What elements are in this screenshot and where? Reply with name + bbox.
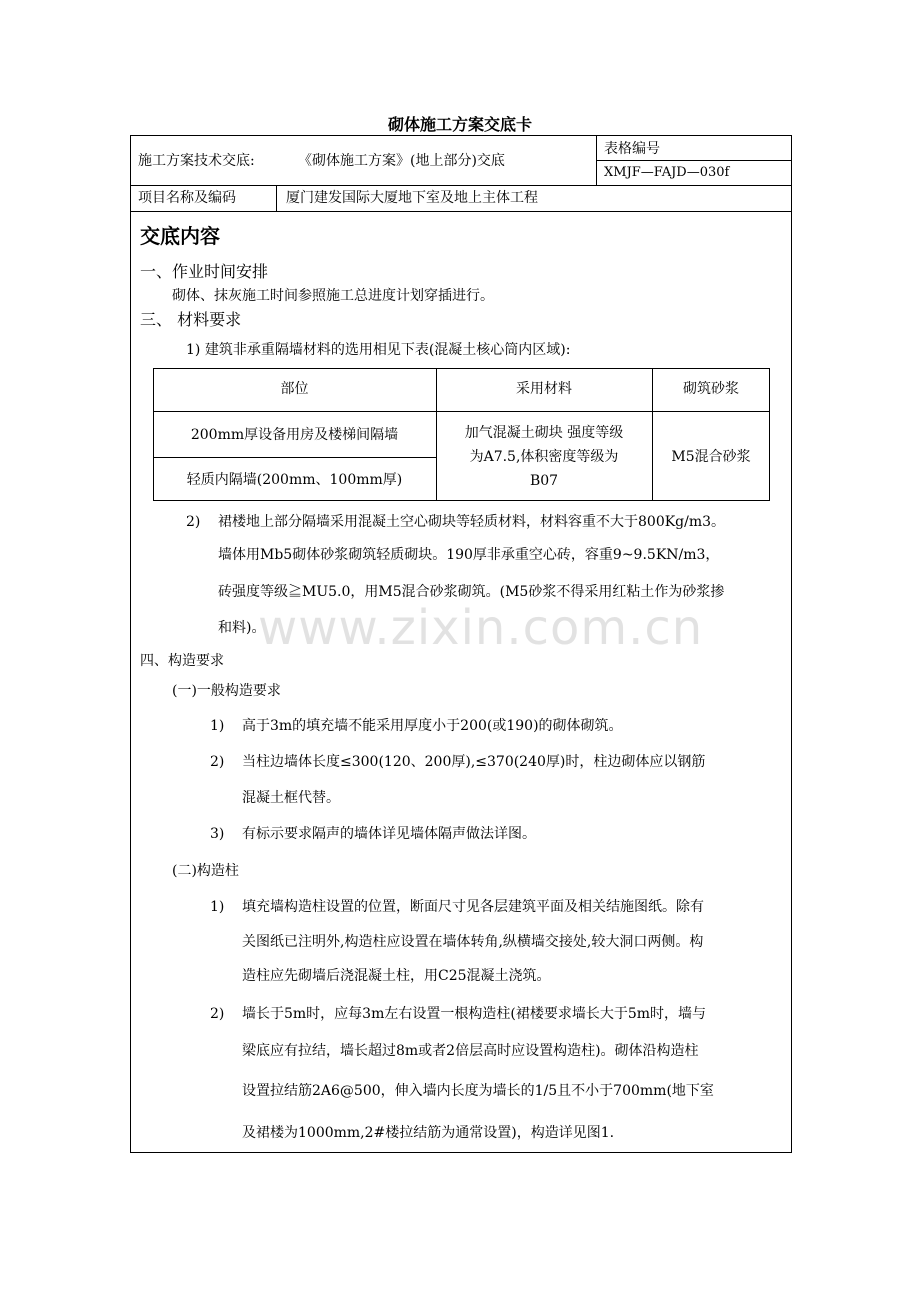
section-4-title: 四、构造要求 <box>140 653 224 669</box>
subsection-1-item-line: 混凝土框代替。 <box>242 790 340 806</box>
form-no-value: XMJF—FAJD—030f <box>604 165 730 180</box>
subsection-2-item-line: 造柱应先砌墙后浇混凝土柱，用C25混凝土浇筑。 <box>242 968 551 984</box>
project-vline <box>276 185 277 211</box>
watermark: www.zixin.com.cn <box>258 600 704 656</box>
section-3-item-2-line: 裙楼地上部分隔墙采用混凝土空心砌块等轻质材料，材料容重不大于800Kg/m3。 <box>218 514 726 530</box>
form-no-divider <box>596 160 792 161</box>
table-material-line-2: 为A7.5,体积密度等级为 <box>469 449 619 465</box>
section-3-title: 三、 材料要求 <box>140 310 242 329</box>
subsection-1-item-line: 高于3m的填充墙不能采用厚度小于200(或190)的砌体砌筑。 <box>242 718 623 734</box>
subsection-2-item-line: 梁底应有拉结，墙长超过8m或者2倍层高时应设置构造柱)。砌体沿构造柱 <box>242 1043 699 1059</box>
subsection-2-item-num: 1) <box>210 899 225 915</box>
subsection-1-item-num: 2) <box>210 754 225 770</box>
content-heading: 交底内容 <box>140 224 220 248</box>
section-1-text: 砌体、抹灰施工时间参照施工总进度计划穿插进行。 <box>172 288 494 304</box>
material-table-header-line <box>153 411 770 412</box>
table-mortar-value: M5混合砂浆 <box>671 449 751 465</box>
section-1-title: 一、作业时间安排 <box>140 262 269 281</box>
form-no-vline <box>596 135 597 185</box>
project-label: 项目名称及编码 <box>138 190 236 206</box>
subsection-2-item-line: 及裙楼为1000mm,2#楼拉结筋为通常设置)，构造详见图1. <box>242 1125 615 1141</box>
table-header-mortar: 砌筑砂浆 <box>683 381 739 397</box>
table-row-2-location: 轻质内隔墙(200mm、100mm厚) <box>186 472 403 488</box>
subsection-2-item-line: 填充墙构造柱设置的位置，断面尺寸见各层建筑平面及相关结施图纸。除有 <box>242 899 704 915</box>
header-divider-1 <box>130 185 792 186</box>
material-table-row-line <box>153 457 436 458</box>
subsection-1-item-line: 有标示要求隔声的墙体详见墙体隔声做法详图。 <box>242 826 536 842</box>
tech-value: 《砌体施工方案》(地上部分)交底 <box>298 153 505 169</box>
subsection-2-item-line: 墙长于5m时，应每3m左右设置一根构造柱(裙楼要求墙长大于5m时，墙与 <box>242 1006 707 1022</box>
section-3-item-2-num: 2) <box>186 514 201 530</box>
subsection-1-item-line: 当柱边墙体长度≤300(120、200厚),≤370(240厚)时，柱边砌体应以钢筋 <box>242 754 706 770</box>
header-divider-2 <box>130 211 792 212</box>
subsection-2-item-line: 设置拉结筋2A6@500，伸入墙内长度为墙长的1/5且不小于700mm(地下室 <box>242 1083 714 1099</box>
section-3-item-2-line: 墙体用Mb5砌体砂浆砌筑轻质砌块。190厚非承重空心砖，容重9~9.5KN/m3， <box>218 547 720 563</box>
section-3-item-2-line: 砖强度等级≧MU5.0，用M5混合砂浆砌筑。(M5砂浆不得采用红粘土作为砂浆掺 <box>218 584 725 600</box>
subsection-1-title: (一)一般构造要求 <box>172 683 281 699</box>
table-header-material: 采用材料 <box>516 381 572 397</box>
subsection-2-title: (二)构造柱 <box>172 863 239 879</box>
subsection-1-item-num: 3) <box>210 826 225 842</box>
subsection-1-item-num: 1) <box>210 718 225 734</box>
subsection-2-item-num: 2) <box>210 1006 225 1022</box>
section-3-item-1: 1) 建筑非承重隔墙材料的选用相见下表(混凝土核心筒内区域): <box>186 342 571 358</box>
table-row-1-location: 200mm厚设备用房及楼梯间隔墙 <box>190 427 399 443</box>
section-3-item-2-line: 和料)。 <box>218 620 266 636</box>
subsection-2-item-line: 关图纸已注明外,构造柱应设置在墙体转角,纵横墙交接处,较大洞口两侧。构 <box>242 934 704 950</box>
tech-label: 施工方案技术交底: <box>138 153 255 169</box>
table-header-location: 部位 <box>280 381 309 397</box>
project-value: 厦门建发国际大厦地下室及地上主体工程 <box>286 190 538 206</box>
document-title: 砌体施工方案交底卡 <box>387 115 532 134</box>
table-material-line-1: 加气混凝土砌块 强度等级 <box>464 425 624 441</box>
table-material-line-3: B07 <box>529 473 559 489</box>
form-no-label: 表格编号 <box>604 141 660 157</box>
